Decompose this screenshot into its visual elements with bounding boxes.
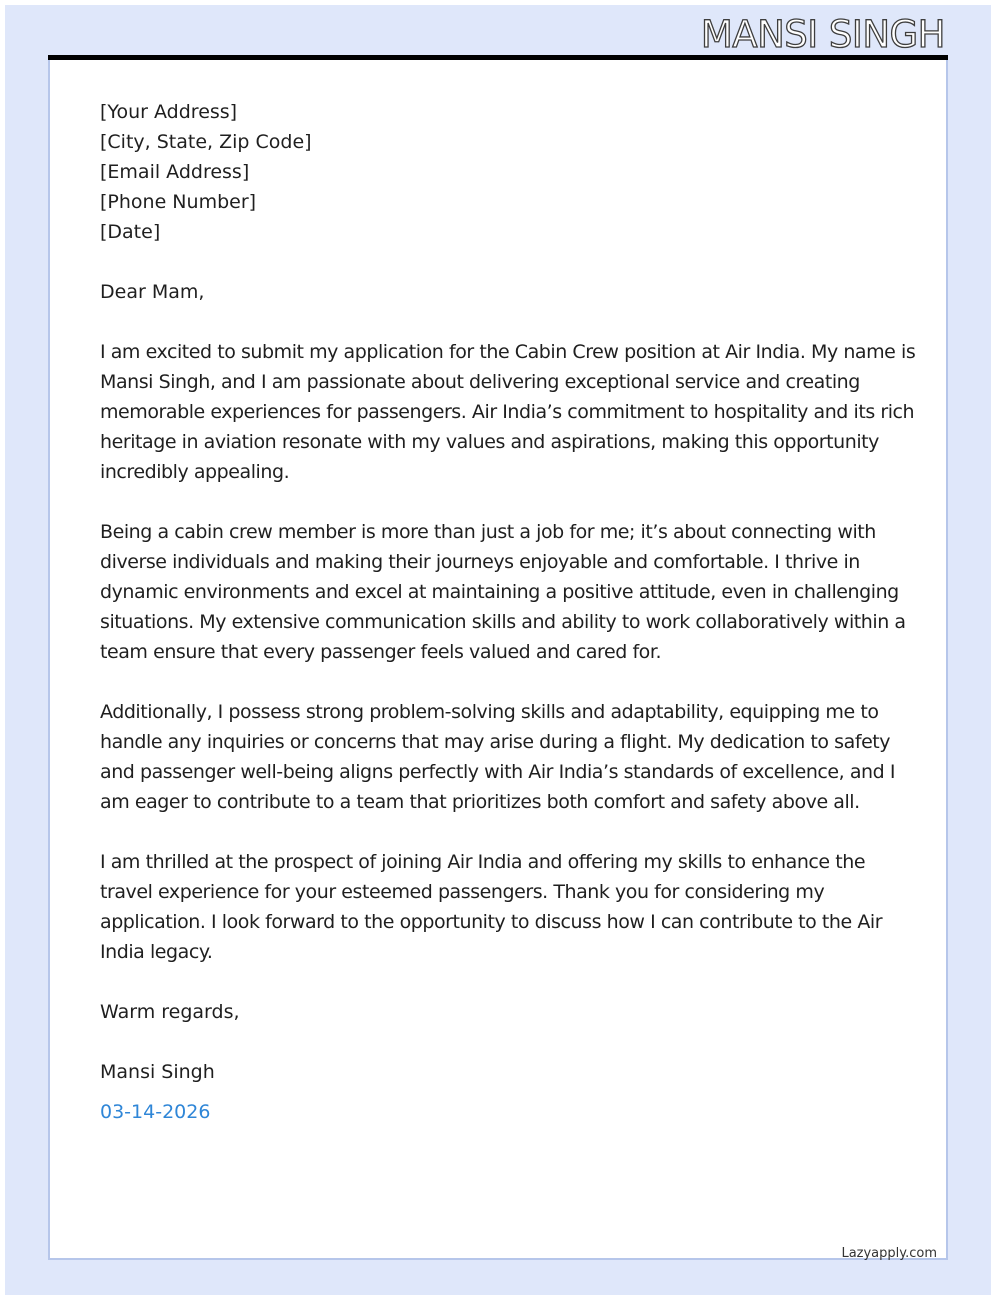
paragraph-line: India legacy. xyxy=(100,941,213,963)
paragraph-line: application. I look forward to the opportunity to discuss how I can contribute to the Air xyxy=(100,911,883,933)
signature-name: Mansi Singh xyxy=(100,1061,215,1083)
paragraph-line: heritage in aviation resonate with my values and aspirations, making this opportunity xyxy=(100,431,879,453)
paragraph-line: Additionally, I possess strong problem-solving skills and adaptability, equipping me to xyxy=(100,701,879,723)
paragraph-line: Being a cabin crew member is more than just a job for me; it’s about connecting with xyxy=(100,521,876,543)
sender-email: [Email Address] xyxy=(100,161,250,183)
sender-address: [Your Address] xyxy=(100,101,238,123)
paragraph-line: I am thrilled at the prospect of joining Air India and offering my skills to enhance the xyxy=(100,851,866,873)
paragraph-line: travel experience for your esteemed passengers. Thank you for considering my xyxy=(100,881,825,903)
footer-brand: Lazyapply.com xyxy=(841,1246,937,1261)
closing: Warm regards, xyxy=(100,1001,240,1023)
paragraph-line: and passenger well-being aligns perfectly with Air India’s standards of excellence, and I xyxy=(100,761,895,783)
body-paragraph-3 xyxy=(100,697,895,817)
sender-city-state-zip: [City, State, Zip Code] xyxy=(100,131,312,153)
body-paragraph-2 xyxy=(100,517,906,667)
applicant-name-header: MANSI SINGH xyxy=(700,13,945,56)
paragraph-line: situations. My extensive communication skills and ability to work collaboratively within a xyxy=(100,611,906,633)
paragraph-line: am eager to contribute to a team that prioritizes both comfort and safety above all. xyxy=(100,791,860,813)
signed-date: 03-14-2026 xyxy=(100,1101,211,1123)
salutation: Dear Mam, xyxy=(100,281,205,303)
sender-details xyxy=(100,97,895,247)
paragraph-line: memorable experiences for passengers. Air India’s commitment to hospitality and its rich xyxy=(100,401,915,423)
paragraph-line: dynamic environments and excel at maintaining a positive attitude, even in challenging xyxy=(100,581,899,603)
sender-phone: [Phone Number] xyxy=(100,191,257,213)
body-paragraph-4 xyxy=(100,847,895,967)
paragraph-line: handle any inquiries or concerns that may arise during a flight. My dedication to safety xyxy=(100,731,891,753)
paragraph-line: incredibly appealing. xyxy=(100,461,290,483)
paragraph-line: diverse individuals and making their journeys enjoyable and comfortable. I thrive in xyxy=(100,551,860,573)
paragraph-line: I am excited to submit my application for the Cabin Crew position at Air India. My name is xyxy=(100,341,916,363)
body-paragraph-1 xyxy=(100,337,916,487)
paragraph-line: Mansi Singh, and I am passionate about delivering exceptional service and creating xyxy=(100,371,860,393)
sender-date: [Date] xyxy=(100,221,161,243)
paragraph-line: team ensure that every passenger feels valued and cared for. xyxy=(100,641,662,663)
cover-letter-body xyxy=(100,97,916,1117)
